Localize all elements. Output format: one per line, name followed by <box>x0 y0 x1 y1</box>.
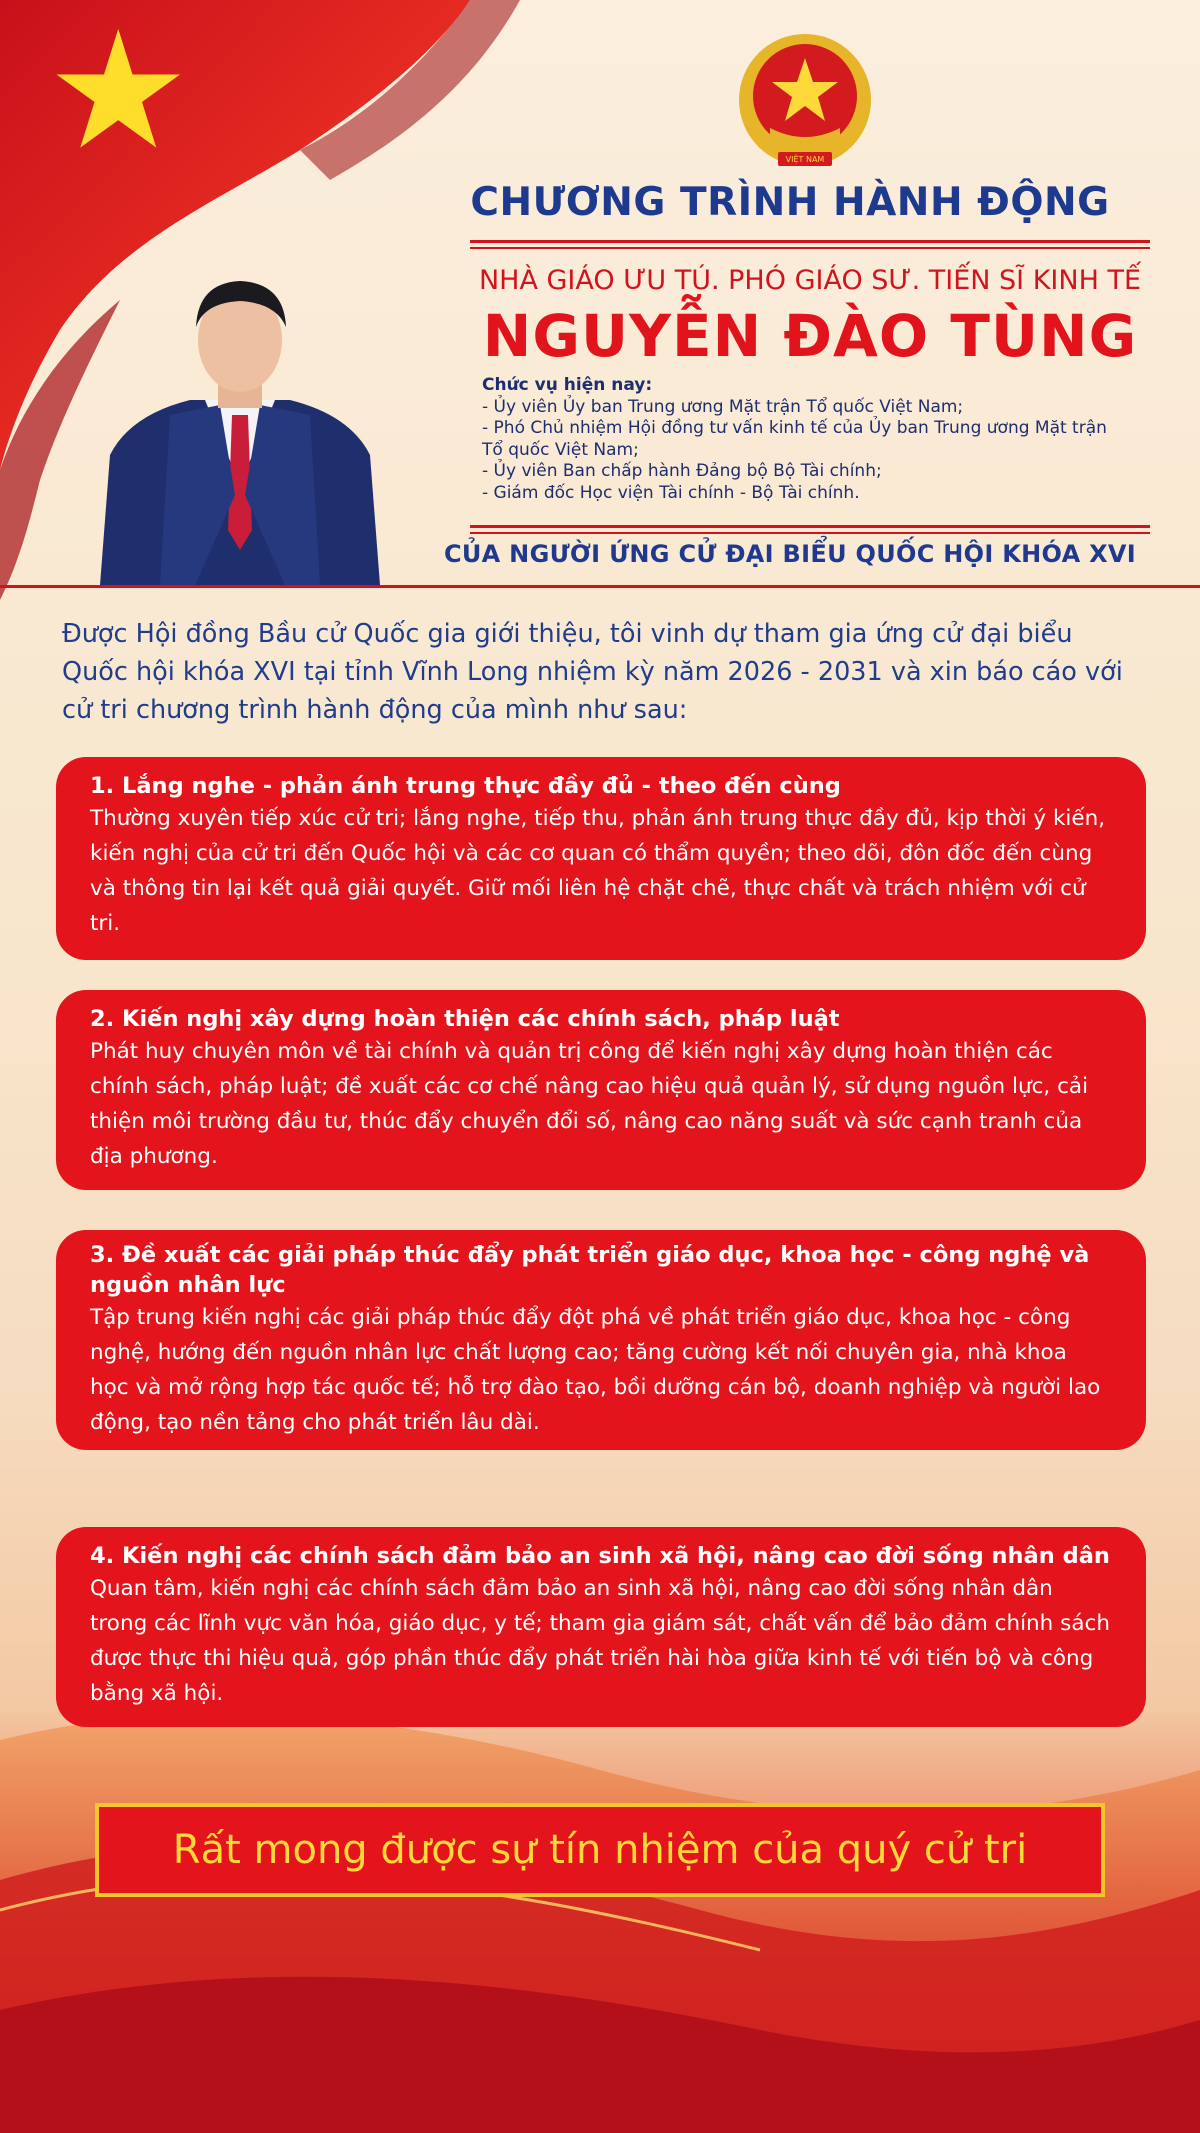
section-title: 1. Lắng nghe - phản ánh trung thực đầy đủ - theo đến cùng <box>90 773 841 799</box>
section-text: Phát huy chuyên môn về tài chính và quản trị công để kiến nghị xây dựng hoàn thiện các chính sách, pháp luật; đề xuất các cơ chế nâng cao hiệu quả quản lý, sử dụng nguồn lực, cải thiện môi trường đầu tư, thúc đẩy chuyển đổi số, nâng cao năng suất và sức cạnh tranh của địa phương. <box>90 1039 1089 1169</box>
intro-paragraph: Được Hội đồng Bầu cử Quốc gia giới thiệu, tôi vinh dự tham gia ứng cử đại biểu Quốc hội khóa XVI tại tỉnh Vĩnh Long nhiệm kỳ năm 2026 - 2031 và xin báo cáo với cử tri chương trình hành động của mình như sau: <box>62 619 1123 725</box>
academic-title: NHÀ GIÁO ƯU TÚ. PHÓ GIÁO SƯ. TIẾN SĨ KINH TẾ <box>478 265 1142 296</box>
section-card-1 <box>56 757 1146 960</box>
position-item: - Ủy viên Ban chấp hành Đảng bộ Bộ Tài chính; <box>482 461 882 481</box>
candidate-rule-top <box>470 525 1150 528</box>
closing-text: Rất mong được sự tín nhiệm của quý cử tri <box>172 1827 1028 1873</box>
title-rule-bottom <box>470 247 1150 249</box>
section-card-4 <box>56 1527 1146 1727</box>
position-item: - Phó Chủ nhiệm Hội đồng tư vấn kinh tế của Ủy ban Trung ương Mặt trận Tổ quốc Việt Nam; <box>482 418 1107 460</box>
closing-banner <box>95 1803 1105 1897</box>
section-card-3 <box>56 1230 1146 1450</box>
section-text: Thường xuyên tiếp xúc cử tri; lắng nghe, tiếp thu, phản ánh trung thực đầy đủ, kịp thời ý kiến, kiến nghị của cử tri đến Quốc hội và các cơ quan có thẩm quyền; theo dõi, đôn đốc đến cùng và thông tin lại kết quả giải quyết. Giữ mối liên hệ chặt chẽ, thực chất và trách nhiệm với cử tri. <box>90 806 1106 936</box>
section-title: 2. Kiến nghị xây dựng hoàn thiện các chính sách, pháp luật <box>90 1006 840 1032</box>
page-title: CHƯƠNG TRÌNH HÀNH ĐỘNG <box>470 180 1110 225</box>
candidate-portrait <box>100 265 380 585</box>
position-item: - Ủy viên Ủy ban Trung ương Mặt trận Tổ quốc Việt Nam; <box>482 396 964 417</box>
section-card-2 <box>56 990 1146 1190</box>
positions-block <box>482 375 1122 504</box>
positions-heading: Chức vụ hiện nay: <box>482 375 653 395</box>
bottom-wave-decoration <box>0 1680 1200 2133</box>
emblem-text: VIỆT NAM <box>785 155 825 164</box>
national-emblem <box>730 28 880 178</box>
candidate-rule-bottom <box>470 532 1150 534</box>
title-rule-top <box>470 240 1150 243</box>
position-item: - Giám đốc Học viện Tài chính - Bộ Tài chính. <box>482 482 860 503</box>
candidate-name: NGUYỄN ĐÀO TÙNG <box>482 302 1138 370</box>
candidate-line: CỦA NGƯỜI ỨNG CỬ ĐẠI BIỂU QUỐC HỘI KHÓA XVI <box>443 540 1137 568</box>
section-text: Tập trung kiến nghị các giải pháp thúc đẩy đột phá về phát triển giáo dục, khoa học - công nghệ, hướng đến nguồn nhân lực chất lượng cao; tăng cường kết nối chuyên gia, nhà khoa học và mở rộng hợp tác quốc tế; hỗ trợ đào tạo, bồi dưỡng cán bộ, doanh nghiệp và người lao động, tạo nền tảng cho phát triển lâu dài. <box>90 1305 1101 1435</box>
section-title: 3. Đề xuất các giải pháp thúc đẩy phát triển giáo dục, khoa học - công nghệ và nguồn nhân lực <box>90 1242 1090 1298</box>
section-text: Quan tâm, kiến nghị các chính sách đảm bảo an sinh xã hội, nâng cao đời sống nhân dân trong các lĩnh vực văn hóa, giáo dục, y tế; tham gia giám sát, chất vấn để bảo đảm chính sách được thực thi hiệu quả, góp phần thúc đẩy phát triển hài hòa giữa kinh tế với tiến bộ và công bằng xã hội. <box>90 1576 1110 1706</box>
section-title: 4. Kiến nghị các chính sách đảm bảo an sinh xã hội, nâng cao đời sống nhân dân <box>90 1543 1110 1569</box>
header-divider <box>0 585 1200 588</box>
